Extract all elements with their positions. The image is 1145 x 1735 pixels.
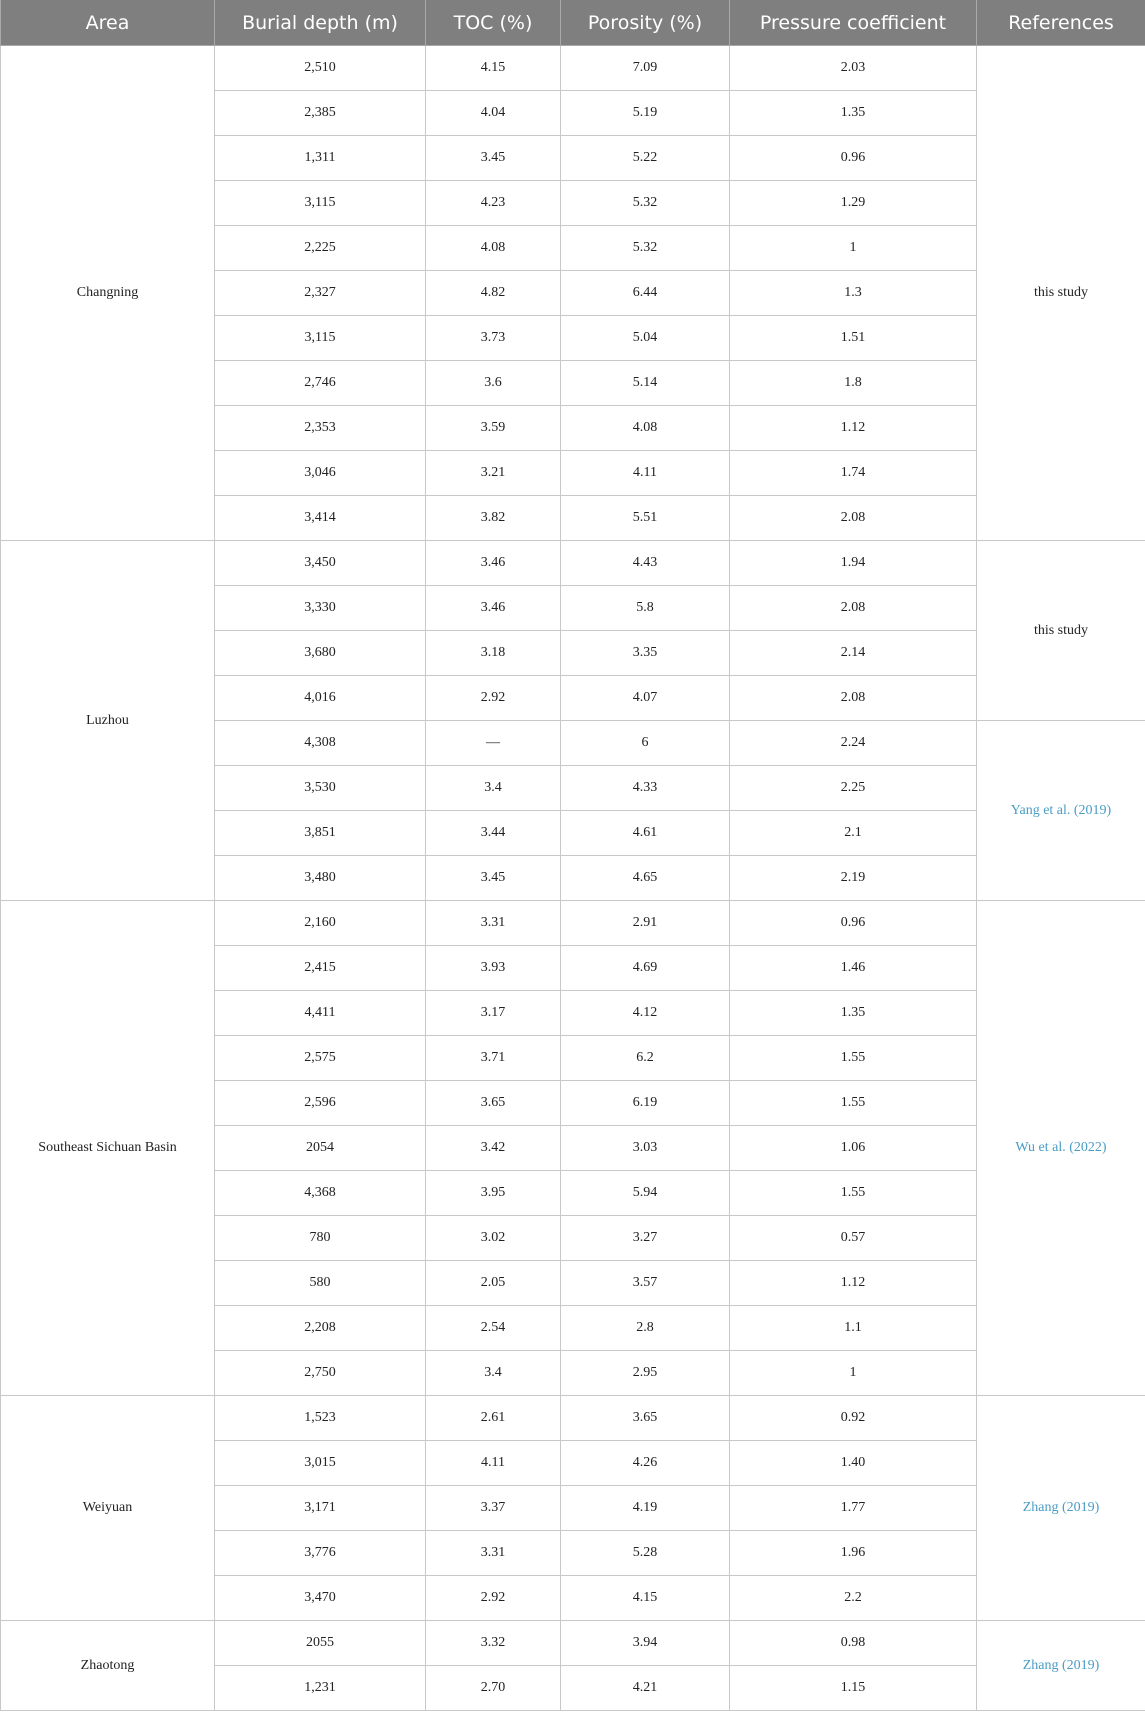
- porosity-cell: 4.61: [561, 811, 730, 856]
- area-cell: Weiyuan: [1, 1396, 215, 1621]
- burial-depth-cell: 1,231: [215, 1666, 426, 1711]
- burial-depth-cell: 580: [215, 1261, 426, 1306]
- burial-depth-cell: 2,750: [215, 1351, 426, 1396]
- pressure-coefficient-cell: 1.12: [730, 1261, 977, 1306]
- porosity-cell: 4.33: [561, 766, 730, 811]
- toc-cell: 2.92: [426, 1576, 561, 1621]
- table-row: [1, 1396, 1145, 1441]
- toc-cell: 3.37: [426, 1486, 561, 1531]
- burial-depth-cell: 2,596: [215, 1081, 426, 1126]
- burial-depth-cell: 3,776: [215, 1531, 426, 1576]
- burial-depth-cell: 2054: [215, 1126, 426, 1171]
- pressure-coefficient-cell: 2.24: [730, 721, 977, 766]
- toc-cell: 3.65: [426, 1081, 561, 1126]
- porosity-cell: 6: [561, 721, 730, 766]
- porosity-cell: 2.8: [561, 1306, 730, 1351]
- pressure-coefficient-cell: 1.40: [730, 1441, 977, 1486]
- burial-depth-cell: 2,353: [215, 406, 426, 451]
- toc-cell: 4.04: [426, 91, 561, 136]
- pressure-coefficient-cell: 1.51: [730, 316, 977, 361]
- toc-cell: 3.45: [426, 136, 561, 181]
- porosity-cell: 6.44: [561, 271, 730, 316]
- toc-cell: 3.46: [426, 586, 561, 631]
- toc-cell: 4.82: [426, 271, 561, 316]
- table-row: [1, 46, 1145, 91]
- toc-cell: 3.93: [426, 946, 561, 991]
- area-cell: Southeast Sichuan Basin: [1, 901, 215, 1396]
- pressure-coefficient-cell: 2.08: [730, 676, 977, 721]
- toc-cell: 4.11: [426, 1441, 561, 1486]
- burial-depth-cell: 4,308: [215, 721, 426, 766]
- porosity-cell: 3.35: [561, 631, 730, 676]
- porosity-cell: 4.21: [561, 1666, 730, 1711]
- porosity-cell: 4.15: [561, 1576, 730, 1621]
- toc-cell: 3.4: [426, 766, 561, 811]
- porosity-cell: 3.27: [561, 1216, 730, 1261]
- toc-cell: 3.17: [426, 991, 561, 1036]
- burial-depth-cell: 4,368: [215, 1171, 426, 1216]
- pressure-coefficient-cell: 1.3: [730, 271, 977, 316]
- toc-cell: 3.32: [426, 1621, 561, 1666]
- header-pressure-coefficient: Pressure coefficient: [730, 0, 977, 46]
- toc-cell: —: [426, 721, 561, 766]
- reference-cell: this study: [977, 541, 1145, 721]
- burial-depth-cell: 2,575: [215, 1036, 426, 1081]
- pressure-coefficient-cell: 0.57: [730, 1216, 977, 1261]
- burial-depth-cell: 3,470: [215, 1576, 426, 1621]
- burial-depth-cell: 3,680: [215, 631, 426, 676]
- area-cell: Changning: [1, 46, 215, 541]
- porosity-cell: 3.03: [561, 1126, 730, 1171]
- pressure-coefficient-cell: 1.94: [730, 541, 977, 586]
- pressure-coefficient-cell: 1.35: [730, 991, 977, 1036]
- toc-cell: 3.45: [426, 856, 561, 901]
- toc-cell: 3.6: [426, 361, 561, 406]
- burial-depth-cell: 2,746: [215, 361, 426, 406]
- header-porosity: Porosity (%): [561, 0, 730, 46]
- reference-link[interactable]: Wu et al. (2022): [977, 901, 1145, 1396]
- porosity-cell: 5.22: [561, 136, 730, 181]
- area-cell: Luzhou: [1, 541, 215, 901]
- toc-cell: 4.08: [426, 226, 561, 271]
- toc-cell: 3.82: [426, 496, 561, 541]
- porosity-cell: 2.91: [561, 901, 730, 946]
- toc-cell: 3.44: [426, 811, 561, 856]
- porosity-cell: 3.65: [561, 1396, 730, 1441]
- burial-depth-cell: 2,208: [215, 1306, 426, 1351]
- pressure-coefficient-cell: 0.96: [730, 901, 977, 946]
- table-body: [1, 46, 1145, 1711]
- toc-cell: 4.15: [426, 46, 561, 91]
- burial-depth-cell: 2055: [215, 1621, 426, 1666]
- burial-depth-cell: 3,171: [215, 1486, 426, 1531]
- burial-depth-cell: 3,046: [215, 451, 426, 496]
- header-toc: TOC (%): [426, 0, 561, 46]
- pressure-coefficient-cell: 1.06: [730, 1126, 977, 1171]
- toc-cell: 3.31: [426, 901, 561, 946]
- pressure-coefficient-cell: 0.96: [730, 136, 977, 181]
- toc-cell: 2.61: [426, 1396, 561, 1441]
- pressure-coefficient-cell: 0.92: [730, 1396, 977, 1441]
- reference-link[interactable]: Zhang (2019): [977, 1621, 1145, 1711]
- pressure-coefficient-cell: 1.55: [730, 1081, 977, 1126]
- toc-cell: 3.02: [426, 1216, 561, 1261]
- header-row: [1, 0, 1145, 46]
- porosity-cell: 4.26: [561, 1441, 730, 1486]
- porosity-cell: 5.8: [561, 586, 730, 631]
- burial-depth-cell: 2,385: [215, 91, 426, 136]
- pressure-coefficient-cell: 2.14: [730, 631, 977, 676]
- porosity-cell: 4.07: [561, 676, 730, 721]
- pressure-coefficient-cell: 1: [730, 226, 977, 271]
- pressure-coefficient-cell: 1.96: [730, 1531, 977, 1576]
- toc-cell: 2.92: [426, 676, 561, 721]
- pressure-coefficient-cell: 1.35: [730, 91, 977, 136]
- burial-depth-cell: 2,510: [215, 46, 426, 91]
- burial-depth-cell: 3,450: [215, 541, 426, 586]
- burial-depth-cell: 3,851: [215, 811, 426, 856]
- toc-cell: 3.18: [426, 631, 561, 676]
- porosity-cell: 4.12: [561, 991, 730, 1036]
- burial-depth-cell: 2,160: [215, 901, 426, 946]
- pressure-coefficient-cell: 1.55: [730, 1036, 977, 1081]
- table-row: [1, 901, 1145, 946]
- pressure-coefficient-cell: 2.2: [730, 1576, 977, 1621]
- porosity-cell: 5.14: [561, 361, 730, 406]
- porosity-cell: 5.94: [561, 1171, 730, 1216]
- porosity-cell: 3.57: [561, 1261, 730, 1306]
- porosity-cell: 4.65: [561, 856, 730, 901]
- table-row: [1, 1621, 1145, 1666]
- pressure-coefficient-cell: 1.8: [730, 361, 977, 406]
- toc-cell: 4.23: [426, 181, 561, 226]
- toc-cell: 2.70: [426, 1666, 561, 1711]
- burial-depth-cell: 3,530: [215, 766, 426, 811]
- burial-depth-cell: 3,480: [215, 856, 426, 901]
- porosity-cell: 5.32: [561, 226, 730, 271]
- burial-depth-cell: 2,225: [215, 226, 426, 271]
- pressure-coefficient-cell: 1.46: [730, 946, 977, 991]
- reference-link[interactable]: Zhang (2019): [977, 1396, 1145, 1621]
- toc-cell: 3.4: [426, 1351, 561, 1396]
- header-burial-depth: Burial depth (m): [215, 0, 426, 46]
- pressure-coefficient-cell: 1.74: [730, 451, 977, 496]
- pressure-coefficient-cell: 2.1: [730, 811, 977, 856]
- porosity-cell: 4.08: [561, 406, 730, 451]
- porosity-cell: 5.32: [561, 181, 730, 226]
- porosity-cell: 5.28: [561, 1531, 730, 1576]
- porosity-cell: 5.04: [561, 316, 730, 361]
- burial-depth-cell: 1,311: [215, 136, 426, 181]
- porosity-cell: 7.09: [561, 46, 730, 91]
- toc-cell: 3.21: [426, 451, 561, 496]
- burial-depth-cell: 3,414: [215, 496, 426, 541]
- burial-depth-cell: 4,411: [215, 991, 426, 1036]
- porosity-cell: 4.69: [561, 946, 730, 991]
- reference-cell: this study: [977, 46, 1145, 541]
- toc-cell: 2.05: [426, 1261, 561, 1306]
- pressure-coefficient-cell: 1.15: [730, 1666, 977, 1711]
- porosity-cell: 3.94: [561, 1621, 730, 1666]
- porosity-cell: 5.19: [561, 91, 730, 136]
- burial-depth-cell: 3,115: [215, 181, 426, 226]
- pressure-coefficient-cell: 2.25: [730, 766, 977, 811]
- burial-depth-cell: 4,016: [215, 676, 426, 721]
- pressure-coefficient-cell: 2.19: [730, 856, 977, 901]
- toc-cell: 3.31: [426, 1531, 561, 1576]
- header-area: Area: [1, 0, 215, 46]
- pressure-coefficient-cell: 1.29: [730, 181, 977, 226]
- table-header: [1, 0, 1145, 46]
- pressure-coefficient-cell: 1.12: [730, 406, 977, 451]
- toc-cell: 3.42: [426, 1126, 561, 1171]
- burial-depth-cell: 2,327: [215, 271, 426, 316]
- table-row: [1, 541, 1145, 586]
- burial-depth-cell: 3,330: [215, 586, 426, 631]
- porosity-cell: 4.11: [561, 451, 730, 496]
- pressure-coefficient-cell: 0.98: [730, 1621, 977, 1666]
- burial-depth-cell: 2,415: [215, 946, 426, 991]
- toc-cell: 3.46: [426, 541, 561, 586]
- porosity-cell: 5.51: [561, 496, 730, 541]
- toc-cell: 3.95: [426, 1171, 561, 1216]
- toc-cell: 3.73: [426, 316, 561, 361]
- area-cell: Zhaotong: [1, 1621, 215, 1711]
- reference-link[interactable]: Yang et al. (2019): [977, 721, 1145, 901]
- burial-depth-cell: 780: [215, 1216, 426, 1261]
- porosity-cell: 2.95: [561, 1351, 730, 1396]
- porosity-cell: 4.19: [561, 1486, 730, 1531]
- burial-depth-cell: 3,115: [215, 316, 426, 361]
- pressure-coefficient-cell: 2.03: [730, 46, 977, 91]
- toc-cell: 3.59: [426, 406, 561, 451]
- pressure-coefficient-cell: 1.55: [730, 1171, 977, 1216]
- pressure-coefficient-cell: 1.1: [730, 1306, 977, 1351]
- burial-depth-cell: 1,523: [215, 1396, 426, 1441]
- pressure-coefficient-cell: 2.08: [730, 496, 977, 541]
- porosity-cell: 6.2: [561, 1036, 730, 1081]
- header-references: References: [977, 0, 1145, 46]
- pressure-coefficient-cell: 1.77: [730, 1486, 977, 1531]
- toc-cell: 3.71: [426, 1036, 561, 1081]
- pressure-coefficient-cell: 2.08: [730, 586, 977, 631]
- burial-depth-cell: 3,015: [215, 1441, 426, 1486]
- pressure-coefficient-cell: 1: [730, 1351, 977, 1396]
- porosity-cell: 6.19: [561, 1081, 730, 1126]
- porosity-cell: 4.43: [561, 541, 730, 586]
- toc-cell: 2.54: [426, 1306, 561, 1351]
